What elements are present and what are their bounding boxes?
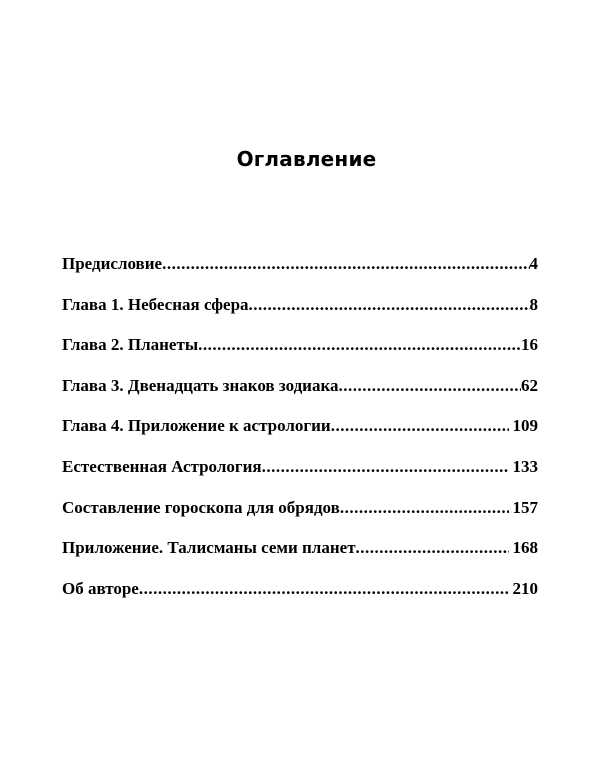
toc-entry-label: Естественная Астрология <box>62 456 262 476</box>
toc-entry-page: 62 <box>521 375 538 395</box>
toc-entry-label: Предисловие <box>62 254 163 273</box>
toc-entry-chapter-2[interactable] <box>62 335 538 376</box>
toc-entry-horoscope-rituals[interactable] <box>62 498 538 539</box>
dot-leader <box>162 254 529 274</box>
toc-entry-page: 16 <box>521 335 538 355</box>
toc-entry-natural-astrology[interactable] <box>62 457 538 498</box>
dot-leader <box>139 579 509 599</box>
toc-entry-chapter-3[interactable] <box>62 376 538 417</box>
toc-entry-label: Глава 1. Небесная сфера <box>62 294 249 314</box>
dot-leader <box>340 498 509 518</box>
table-of-contents <box>62 254 538 619</box>
toc-entry-page: 133 <box>512 456 538 476</box>
toc-entry-page: 210 <box>512 578 538 598</box>
dot-leader <box>198 335 521 355</box>
toc-entry-chapter-4[interactable] <box>62 416 538 457</box>
dot-leader <box>356 538 509 558</box>
dot-leader <box>249 295 530 315</box>
toc-entry-page: 157 <box>512 497 538 517</box>
dot-leader <box>331 416 509 436</box>
toc-entry-label: Приложение. Талисманы семи планет <box>62 538 356 558</box>
toc-entry-label: Составление гороскопа для обрядов <box>62 497 340 517</box>
toc-entry-about-author[interactable] <box>62 579 538 620</box>
toc-entry-preface[interactable] <box>62 254 538 295</box>
toc-entry-talismans[interactable] <box>62 538 538 579</box>
toc-entry-page: 8 <box>529 294 538 314</box>
toc-entry-chapter-1[interactable] <box>62 295 538 336</box>
toc-entry-page: 4 <box>529 254 538 273</box>
toc-entry-label: Глава 2. Планеты <box>62 335 199 355</box>
dot-leader <box>262 457 509 477</box>
toc-entry-page: 109 <box>512 416 538 436</box>
page-title: Оглавление <box>236 147 377 171</box>
dot-leader <box>339 376 521 396</box>
toc-entry-label: Об авторе <box>62 578 139 598</box>
toc-entry-page: 168 <box>512 538 538 558</box>
toc-entry-label: Глава 3. Двенадцать знаков зодиака <box>62 375 339 395</box>
toc-entry-label: Глава 4. Приложение к астрологии <box>62 416 331 436</box>
